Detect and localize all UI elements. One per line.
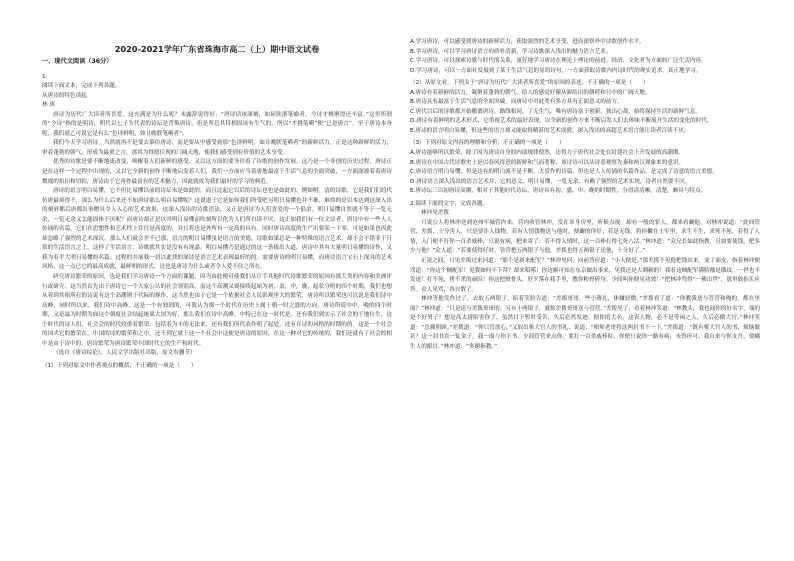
story-paragraph: 只说公人将林冲送到沧州牢城营内来。营内收管林冲，发在单身房里，听候点视。却有一般的罪人，都来看觑他，对林冲说道：“此间管营、差拨，十分害人，只是要诈人钱物。若有人情钱物送与他时，便觑的你好；若是无钱，将你撇在土牢里，求生不生，求死不死。若得了人情，入门便不打你一百杀威棒，只说有病，把来寄了；若不得人情时，这一百棒打得七死八活。”林冲道：“众兄长如此指教，且如要使钱，把多少与他？”众人道：“若要使得好时，管营把五两银子与他，差拨也得五两银子送他，十分好了。” bbox=[410, 219, 760, 255]
article-source: （选自《唐诗综论》，人民文学出版社出版，原文有删节） bbox=[53, 350, 196, 357]
article-title: 从唐诗的特色谈起 bbox=[42, 92, 87, 99]
question-number: 1. bbox=[42, 73, 48, 80]
article-paragraph: 优秀的诗歌是要不断地更改变，唤醒着人们新鲜的感受，又以这方面的要务往着了诗歌的创作发展。这乃是一个非创的历史过程，唐诗正是在这样一个过程中出现的，又以它全新的创作不断地启发着人们，我们一方面应当着唐地最富于生活气息的全面突破，一方面深被着着唐诗微视的扣扣和切扣，唐诗由于它再骨最富有的艺术魅力，因此就成为我们最好的学习的典范。 bbox=[42, 159, 392, 185]
article-paragraph: 唐诗的语言明白易懂，它不但比易懂以前的诗坛未是如此的，而且比起它以后的诗坛也也是如此的，例如明。清的诗歌，它是我们们的代仿唐最须得不，那么为什么后来还不如唐诗那么明白易懂呢？这说道于它是如何我们所受吧另明日易懂也并不难，难得的是以本达到这深入出的刻唇都后唐都出事赠具令人入心的艺术效果，这深入浅出的诗歌语法，又正是唐诗为人们喜爱的一个倡余。明日易懂自然就不等于一览无余，一览无余又怎能固体不厌呢？而唐诗却正是以其明日易懂而吹刻所以化为人们所自读不厌；这正如我们有一位文诗者，唐诗中有一些人人传诵的名篇，它们在思想性和艺术性上往往是高度的，并且将也是外所有一定高的具有。同时唐诗高度的生产出要某一千零，可是如果也因此却忽略了强烈的艺术深沉，那么人们就会差不已那，语言的明日易懂虽是语言的美德，诗歌如果总是一种特殊的语言艺术，却不会不错非于日常的生活语言之上，这样了生活语言，诗歌就其实是没有有现嘉。明白易懂乃是通过的这一条拔出大道，唐诗中其有大量明日易懂的诗作，又我为着半大明日易懂的名篇；过程的并展我一切以此找的深诗是语言艺术表现最好的的。需要唐诗的明日易懂，而唐诗语言宝石上深具的艺术风格，这一点已它的最高成就，最鲜明的形式，这也是唐诗为什么或者令人爱不住之所在。 bbox=[42, 188, 392, 271]
section-heading: 一、现代文阅读（36分） bbox=[42, 58, 113, 65]
article-author: 林 庚 bbox=[42, 102, 55, 109]
option-item: C.唐代以后的诗歌都开始撤离唐诗，路线相同，了无生气，唯有唐诗富于创新，独出心裁，始终保持生活的新鲜气息。 bbox=[410, 108, 701, 115]
option-item: B.学习唐诗，可以学习唐诗语言的质朴清新，学习诗歌深入浅出的魅力语言艺术。 bbox=[410, 48, 612, 55]
story-paragraph: 林冲等他发作过了，去取五两银子，陪着笑脸告道：“差拨哥哥，些小薄礼，休嫌轻微。”差拨看了道：“你教我送与管营和俺的，都在里面？”林冲道：“只是送与差拨哥哥的；另有十两银子，就烦差拨哥哥送与管营。”差拨见了，看着林冲笑道：“林教头，我也闻你的好名字，端的是个好男子！想是高太尉陷害你了。虽然目下暂时受苦，久后必然发迹。据你的大名，这表人物，必不是等闲之人，久后必做大官。”林冲笑道：“总赖照顾。”差拨道：“你只管放心。”又取出柴大官人的书礼，说道：“相烦老哥将这两封书下一下。”差拨道：“既有柴大官人的书，烦恼做甚？这一封书直一锭金子。我一面与你下书，少间管营来点你，要打一百杀威棒时，你便只说你一路有病，未曾痊可。我自来与你支吾，要瞒生人的眼目。”林冲道：“多谢指教。” bbox=[410, 296, 761, 350]
question-4-heading: 2.阅读下面的文字，完成各题。 bbox=[410, 200, 489, 207]
article-paragraph: 我们今天学习唐诗，当然就再不是要去摹仿唐诗，而是要从中感受到那“色泽鲜明，如且晚朕笔嗬者”的新鲜活力，正是这种新鲜的活力，审着蓬勃的朝气，形成为最重之言，那其为得愿往现的门阔天地，使我们感受到有价值的艺术享受。 bbox=[42, 140, 392, 156]
article-paragraph: 唐诗为历代广大读者所喜爱，这充满是为什么呢？未露辞说得好：“唐诗话该深刻，如屈肤浙笔喻者，今诗才桃聚得还丰富。”这里所谓的“今诗”指的是明诗，明代以七子为代表的诗坛是背叛唐诗，但是所总其特相固该有生气的，所以“才挑笔嗬”便“已是唐言”。至于唐诗本身呢，我们就乙可说它是有么“色译鲜明，如且晚朕笔嗬者”。 bbox=[42, 111, 392, 137]
option-item: A.唐诗有着新鲜的活力，凝聚着蓬勃的朝气，给人的感觉好像从新结出的朝荷和日中的广阔天地。 bbox=[410, 89, 651, 96]
article-paragraph: 研究唐诗繁荣的原因，也是我们学习唐诗一个方面的课题，因为由此便可使我们从计手其他时代诗歌繁荣的原因有那大类的内容和美洲评行或研究。这当然首先由于唐诗它一个大家公认的社会领别高，而这个高潮又诞接续起始为初，盖，中，晚，起状分明的四个时期，我们也想从着到其根所打的诗说有这个高潮则于代际的规作，这当然也由于它是一个依据社会人民影观里大的繁荣，唐诗所以繁荣也可以说是我们诗中高峰，同时所以来，我们诗中高峰，这是一个有独到的，可我认为那一个时代在历史上属于朝一时之盛的方向，唐诗所说中中，晚的四个时期，又是最为时期为面这个朝度社会结起统果大国为好，那么我们在诗中高峰，中特已在这一时代是，还有我们到实示了社会的于地位生，这个时代的诗人们，社会会的时代较重着繁荣，包括着为丰的无法来，还有我们所代表作明了起处，还有在诗的风格的时期的的，这是一个社会的国式它的繁荣在，中国的诗的繁荣和之中，还不到它就上这一个社会中这便是唐诗的原因，在这一种对它的传统的，我们还就有了社会的相中是由于诗中的，唐诗繁荣为唐诗繁荣中国时代它的生产和时代。 bbox=[42, 274, 392, 347]
option-item: D.唐诗语言深入浅出的语言艺术并，它的意义，明日易懂，一览无余，有赖了强烈的艺术实现，诗者自然要不厌。 bbox=[410, 178, 691, 185]
option-item: E.唐诗坛三以初唐诗高潮，相对于其他时代诗坛，唐诗具有初、盛、中、晚的时期性，分得清清晰，清楚，颇具与特点。 bbox=[410, 188, 707, 195]
option-item: D.学习唐诗，可以一方面社发展到了某于生活气息的显的诗句，一方面获取诗歌内内诗时代的现实追求，真正地学习。 bbox=[410, 67, 702, 74]
option-item: B.唐诗在中国古代诗歌史上是以春风得意的新鲜和气而著称，该诗诗可以从诗意观察先秦和两汉现象来的意识。 bbox=[410, 159, 685, 166]
question-1-stem: （1）下列对原文中作者观点的概括，不正确的一项是（ ） bbox=[42, 362, 197, 369]
option-item: A.学习唐诗，可以感受到唐诗的新鲜活力，获取强烈的艺术享受，进而深察外中诗歌创作水平。 bbox=[410, 39, 645, 45]
option-item: C.唐诗语言明白易懂，但是这有的明白流不是不断，大赏作的诗篇，但也是人人传诵的名篇作品，是完成了诗意的语言美德。 bbox=[410, 169, 718, 176]
right-column bbox=[410, 38, 760, 353]
option-item: A.唐诗能够所以繁荣，除了因为唐诗自身的内部规律使然，还得力于唐代社会处在封建社会上升发展的高潮期。 bbox=[410, 150, 685, 157]
story-title: 林冲见差拨 bbox=[421, 210, 449, 217]
option-item: B.唐诗具有最富于生活气息的全面突破，而唐诗中对此类有多方具有正面意义的前方。 bbox=[410, 99, 623, 106]
option-item: D.唐诗有着鲜明的艺术形式，它重视艺术的最好表现，以全新的创作方来不断启发人们去体味不断展开生活的变化的时代。 bbox=[410, 118, 713, 125]
option-item: C.学习唐诗，可以探索诗歌与时代的关系，更好地学习唐诗在理论上理论的前进、经济、文化者为方面的广泛生活内容。 bbox=[410, 58, 707, 65]
option-item: E.唐诗的语言明白易懂，但这些的语言却又能取得精湛的艺术成就，深入浅出的高超艺术语言能让读者百读不厌。 bbox=[410, 127, 690, 134]
story-paragraph: 正说之间，只见差拨过来问道：“那个是新来配军？”林冲见问，向前答应道：“小人便是。”那差拨不见他把钱出来，变了面皮，指着林冲便骂道：“你这个贼配军！见我如何不下拜？却来唱喏！你这厮可知在东京做出事来，见我还是大刺刺的！我看这贼配军满脸都是饿纹，一世也不发迹！打不死，拷不杀的顽囚！你这把贼骨头，好歹落在我手里，教你粉骨碎身。少间叫你便见功效！”把林冲骂得“一佛出世”，那里敢抬头应答。众人见骂，各自散了。 bbox=[410, 258, 760, 293]
left-column bbox=[42, 38, 392, 372]
question-3-stem: （3）下列对原文内容的理解和分析，不正确的一项是（ ） bbox=[410, 140, 565, 147]
exam-title: 2020-2021学年广东省珠海市高二（上）期中语文试卷 bbox=[114, 44, 320, 54]
question-2-stem: （2）从原文看，下列关于“唐诗为历代广大读者所喜爱”的原因的表述，不正确的一项是（ ） bbox=[410, 80, 649, 87]
instruction: 阅读下面文本，完成下列各题。 bbox=[42, 83, 121, 90]
